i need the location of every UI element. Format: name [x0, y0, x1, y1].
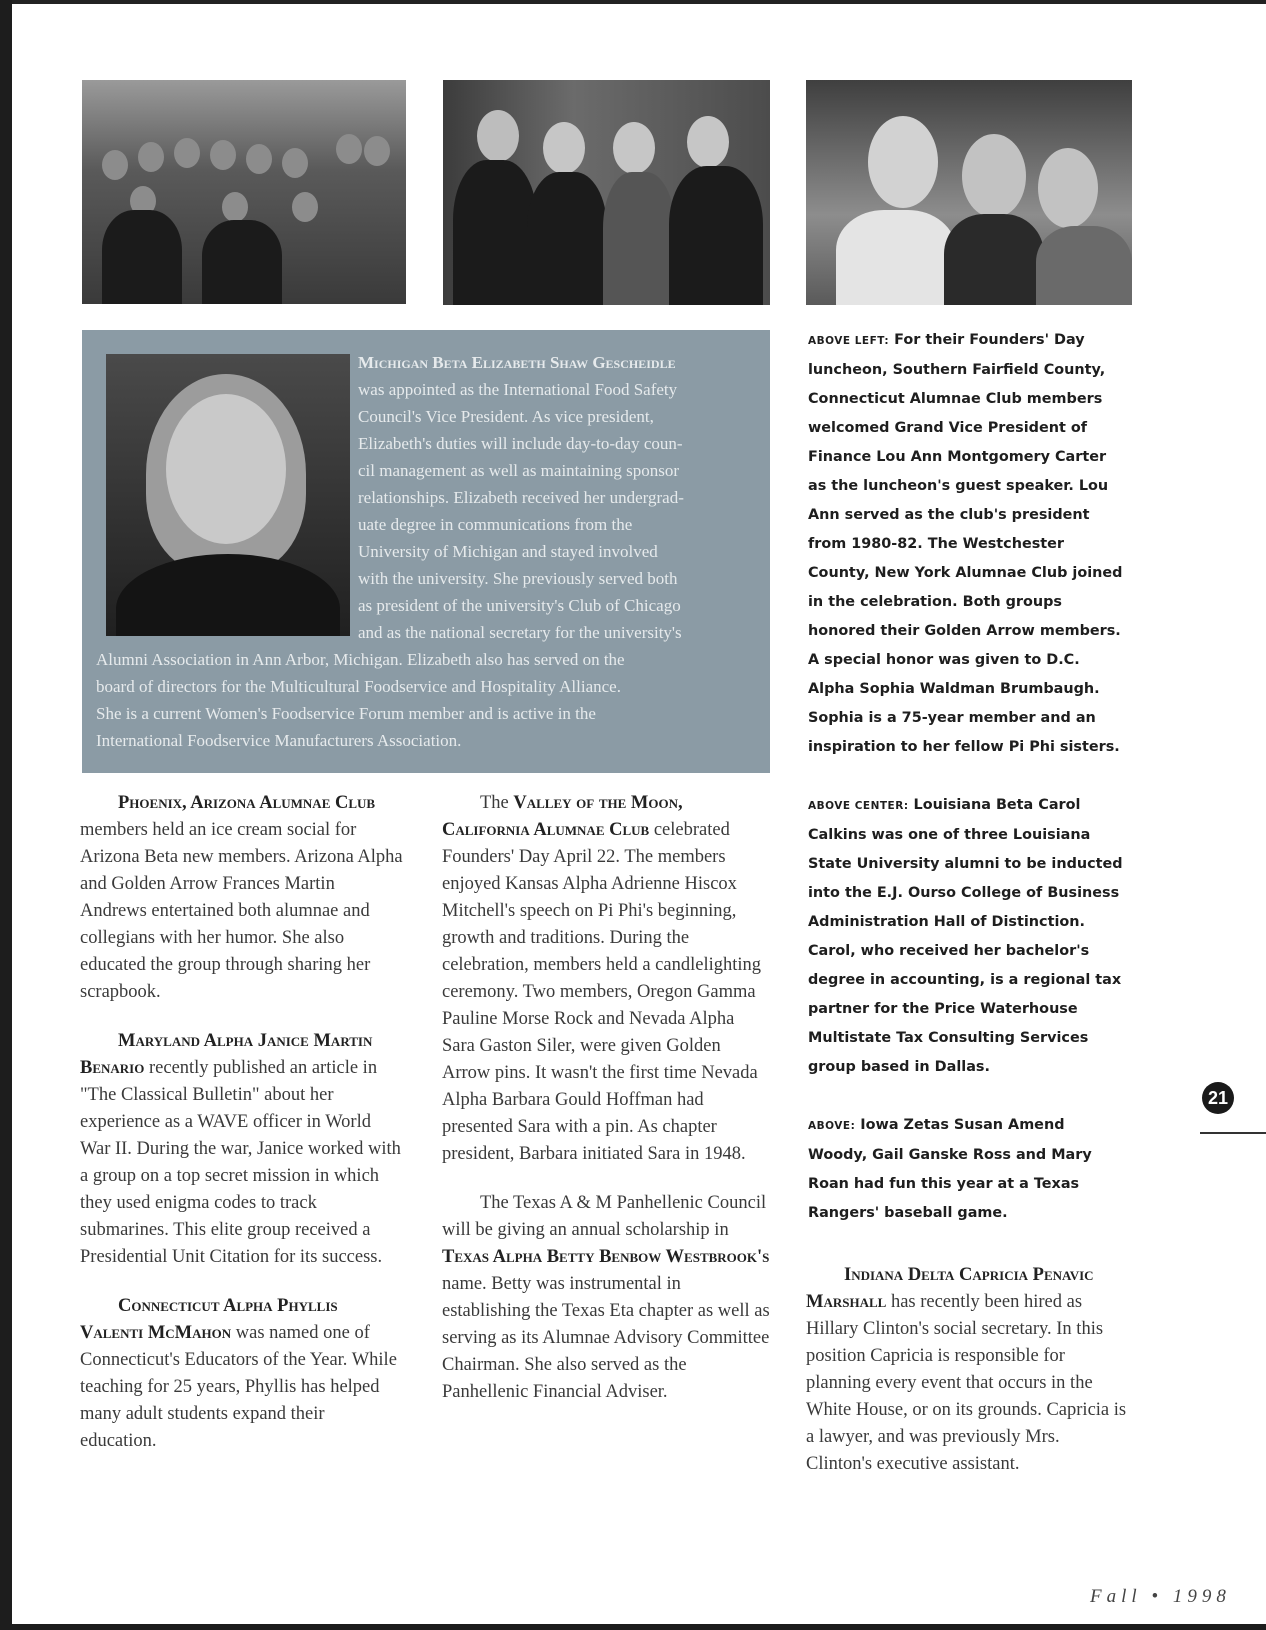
feature-line: cil management as well as maintaining sponsor [358, 461, 680, 480]
feature-heading: Michigan Beta Elizabeth Shaw Gescheidle [358, 353, 676, 372]
feature-sidebar [82, 330, 770, 773]
article-indiana-delta: Indiana Delta Capricia Penavic Marshall has recently been hired as Hillary Clinton's social secretary. In this position Capricia is responsible for planning every event that occurs in the White House, or on its grounds. Capricia is a lawyer, and was previously Mrs. Clinton's executive assistant. [806, 1265, 1127, 1474]
article-column-1 [80, 790, 404, 1477]
article-valley-of-the-moon: The Valley of the Moon, California Alumnae Club celebrated Founders' Day April 22. The members enjoyed Kansas Alpha Adrienne Hiscox Mitchell's speech on Pi Phi's beginning, growth and traditions. During the celebration, members held a candlelighting ceremony. Two members, Oregon Gamma Pauline Morse Rock and Nevada Alpha Sara Gaston Siler, were given Golden Arrow pins. It wasn't the first time Nevada Alpha Barbara Gould Hoffman had presented Sara with a pin. As chapter president, Barbara initiated Sara in 1948. [442, 793, 762, 1164]
caption-above-left: ABOVE LEFT: For their Founders' Day luncheon, Southern Fairfield County, Connecticut Alumnae Club members welcomed Grand Vice President of Finance Lou Ann Montgomery Carter as the luncheon's guest speaker. Lou Ann served as the club's president from 1980-82. The Westchester County, New York Alumnae Club joined in the celebration. Both groups honored their Golden Arrow members. A special honor was given to D.C. Alpha Sophia Waldman Brumbaugh. Sophia is a 75-year member and an inspiration to her fellow Pi Phi sisters. [808, 332, 1123, 755]
photo-louisiana-alumni [443, 80, 770, 305]
feature-line: relationships. Elizabeth received her undergrad- [358, 488, 684, 507]
feature-line: She is a current Women's Foodservice Forum member and is active in the [96, 704, 596, 723]
article-texas-panhellenic: The Texas A & M Panhellenic Council will be giving an annual scholarship in Texas Alpha Betty Benbow Westbrook's name. Betty was instrumental in establishing the Texas Eta chapter as well as serving as its Alumnae Advisory Committee Chairman. She also served as the Panhellenic Financial Adviser. [442, 1193, 770, 1402]
feature-line: uate degree in communications from the [358, 515, 633, 534]
feature-line: International Foodservice Manufacturers Association. [96, 731, 462, 750]
feature-line: Elizabeth's duties will include day-to-day coun- [358, 434, 683, 453]
page-number-rule [1200, 1132, 1266, 1134]
page-border-bottom [0, 1624, 1266, 1630]
caption-above-center: ABOVE CENTER: Louisiana Beta Carol Calkins was one of three Louisiana State University alumni to be inducted into the E.J. Ourso College of Business Administration Hall of Distinction. Carol, who received her bachelor's degree in accounting, is a regional tax partner for the Price Waterhouse Multistate Tax Consulting Services group based in Dallas. [808, 797, 1123, 1075]
photo-iowa-zetas [806, 80, 1132, 305]
article-column-3 [806, 1262, 1128, 1500]
photo-founders-day-group [82, 80, 406, 304]
article-maryland: Maryland Alpha Janice Martin Benario recently published an article in "The Classical Bulletin" about her experience as a WAVE officer in World War II. During the war, Janice worked with a group on a top secret mission in which they used enigma codes to track submarines. This elite group received a Presidential Unit Citation for its success. [80, 1031, 401, 1267]
feature-text [82, 330, 770, 773]
article-column-2 [442, 790, 770, 1428]
feature-line: Council's Vice President. As vice president, [358, 407, 654, 426]
article-connecticut: Connecticut Alpha Phyllis Valenti McMahon was named one of Connecticut's Educators of the Year. While teaching for 25 years, Phyllis has helped many adult students expand their education. [80, 1296, 397, 1451]
feature-line: board of directors for the Multicultural Foodservice and Hospitality Alliance. [96, 677, 621, 696]
page-number-badge: 21 [1202, 1082, 1234, 1114]
page-border [0, 0, 1266, 4]
feature-line: was appointed as the International Food Safety [358, 380, 678, 399]
caption-above: ABOVE: Iowa Zetas Susan Amend Woody, Gail Ganske Ross and Mary Roan had fun this year at a Texas Rangers' baseball game. [808, 1117, 1092, 1221]
feature-line: Alumni Association in Ann Arbor, Michigan. Elizabeth also has served on the [96, 650, 625, 669]
feature-line: with the university. She previously served both [358, 569, 678, 588]
footer-issue: Fall • 1998 [1090, 1586, 1231, 1607]
feature-line: University of Michigan and stayed involved [358, 542, 658, 561]
page-border-left [0, 0, 12, 1630]
feature-line: as president of the university's Club of Chicago [358, 596, 681, 615]
photo-captions [808, 326, 1126, 1257]
feature-line: and as the national secretary for the university's [358, 623, 682, 642]
article-phoenix: Phoenix, Arizona Alumnae Club members held an ice cream social for Arizona Beta new members. Arizona Alpha and Golden Arrow Frances Martin Andrews entertained both alumnae and collegians with her humor. She also educated the group through sharing her scrapbook. [80, 793, 403, 1002]
